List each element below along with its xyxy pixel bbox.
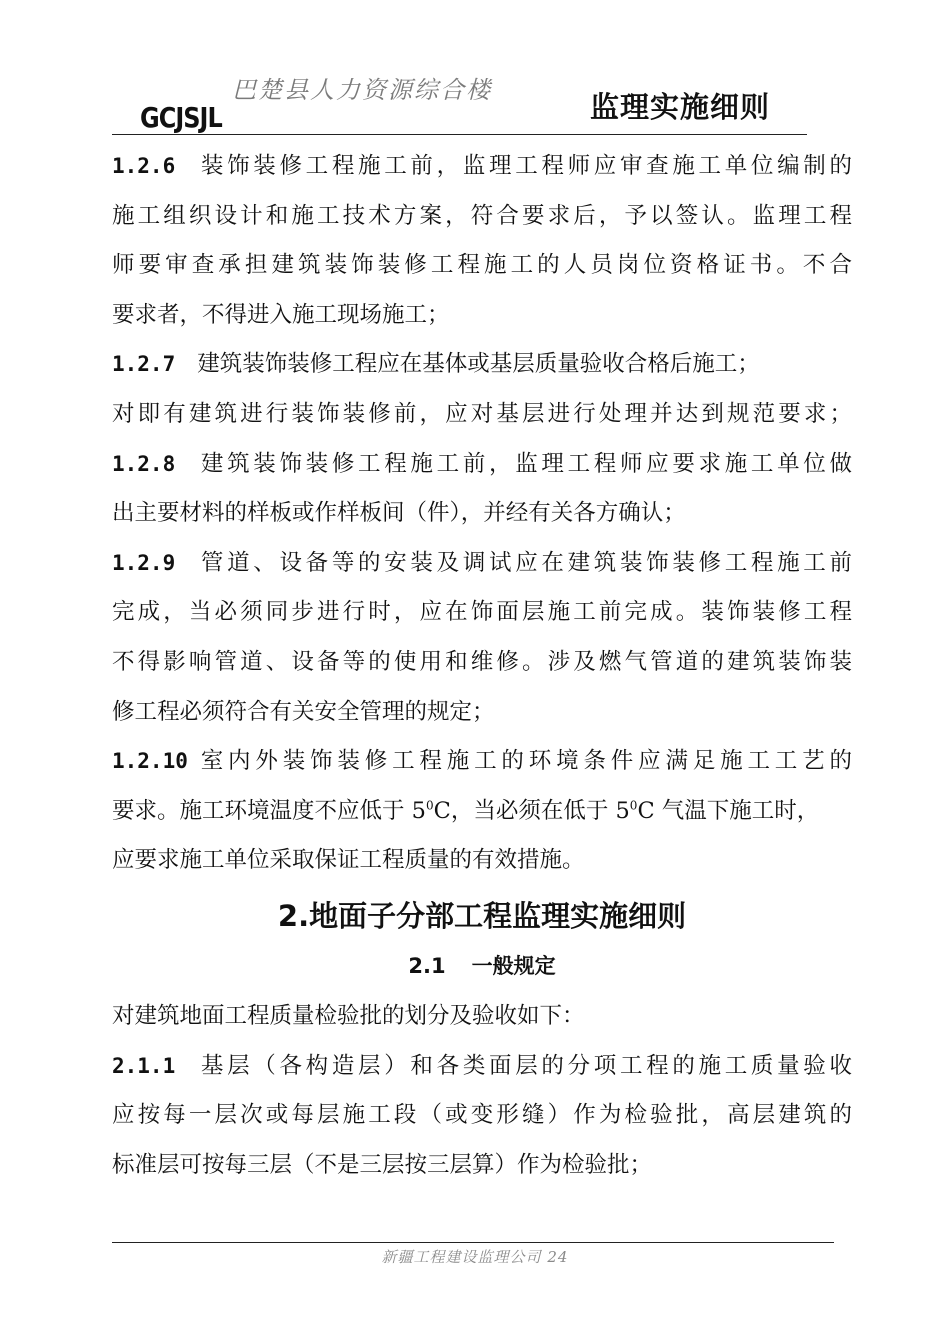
clause-text: 应要求施工单位采取保证工程质量的有效措施。 <box>112 847 585 874</box>
section-title: 一般规定 <box>471 953 556 978</box>
clause-number: 2.1.1 <box>112 1053 176 1078</box>
section-number: 2.1 <box>408 953 446 978</box>
clause-number: 1.2.6 <box>112 154 176 178</box>
clause-text: 标准层可按每三层（不是三层按三层算）作为检验批； <box>112 1151 653 1178</box>
clause-text: 不得影响管道、设备等的使用和维修。涉及燃气管道的建筑装饰装 <box>112 648 852 675</box>
clause-1-2-6 <box>112 142 852 340</box>
clause-number: 1.2.10 <box>112 749 188 774</box>
clause-text: 完成，当必须同步进行时，应在饰面层施工前完成。装饰装修工程 <box>112 599 852 626</box>
clause-text: 室内外装饰装修工程施工的环境条件应满足施工工艺的 <box>195 748 852 775</box>
section-intro: 对建筑地面工程质量检验批的划分及验收如下： <box>112 1002 585 1029</box>
clause-text: 要求者，不得进入施工现场施工； <box>112 301 450 328</box>
clause-text: 应按每一层次或每层施工段（或变形缝）作为检验批，高层建筑的 <box>112 1102 852 1129</box>
clause-text: 建筑装饰装修工程施工前，监理工程师应要求施工单位做 <box>197 450 852 477</box>
clause-text-with-temperature: 要求。施工环境温度不应低于 $5^0C$，当必须在低于 $5^0C$ 气温下施工时， <box>112 797 820 824</box>
clause-number: 1.2.9 <box>112 550 176 575</box>
clause-text: 装饰装修工程施工前，监理工程师应审查施工单位编制的 <box>197 153 852 179</box>
clause-text: 对即有建筑进行装饰装修前，应对基层进行处理并达到规范要求； <box>112 400 852 427</box>
footer <box>0 1246 950 1267</box>
footer-company: 新疆工程建设监理公司 <box>381 1248 542 1266</box>
clause-text: 施工组织设计和施工技术方案，符合要求后，予以签认。监理工程 <box>112 202 852 229</box>
clause-text: 建筑装饰装修工程应在基体或基层质量验收合格后施工； <box>197 351 760 378</box>
clause-1-2-7 <box>112 340 852 439</box>
clause-number: 1.2.8 <box>112 451 176 476</box>
page-number: 24 <box>547 1248 569 1266</box>
clause-1-2-8 <box>112 440 852 539</box>
clause-text: 基层（各构造层）和各类面层的分项工程的施工质量验收 <box>197 1052 852 1079</box>
clause-number: 1.2.7 <box>112 352 176 377</box>
header-document-title: 监理实施细则 <box>590 90 771 124</box>
clause-2-1-1 <box>112 1042 852 1191</box>
clause-1-2-10 <box>112 737 852 886</box>
header-divider <box>112 134 807 135</box>
clause-text: 出主要材料的样板或作样板间（件），并经有关各方确认； <box>112 500 686 527</box>
chapter-heading: 2.地面子分部工程监理实施细则 <box>277 898 687 933</box>
footer-divider <box>112 1242 834 1243</box>
header-logo: GCJSJL <box>140 101 222 135</box>
clause-text: 修工程必须符合有关安全管理的规定； <box>112 698 495 725</box>
clause-1-2-9 <box>112 539 852 737</box>
clause-text: 管道、设备等的安装及调试应在建筑装饰装修工程施工前 <box>197 549 852 576</box>
document-body <box>112 142 852 1190</box>
section-heading <box>112 944 852 992</box>
header-project-name: 巴楚县人力资源综合楼 <box>232 76 492 104</box>
clause-text: 师要审查承担建筑装饰装修工程施工的人员岗位资格证书。不合 <box>112 252 852 279</box>
